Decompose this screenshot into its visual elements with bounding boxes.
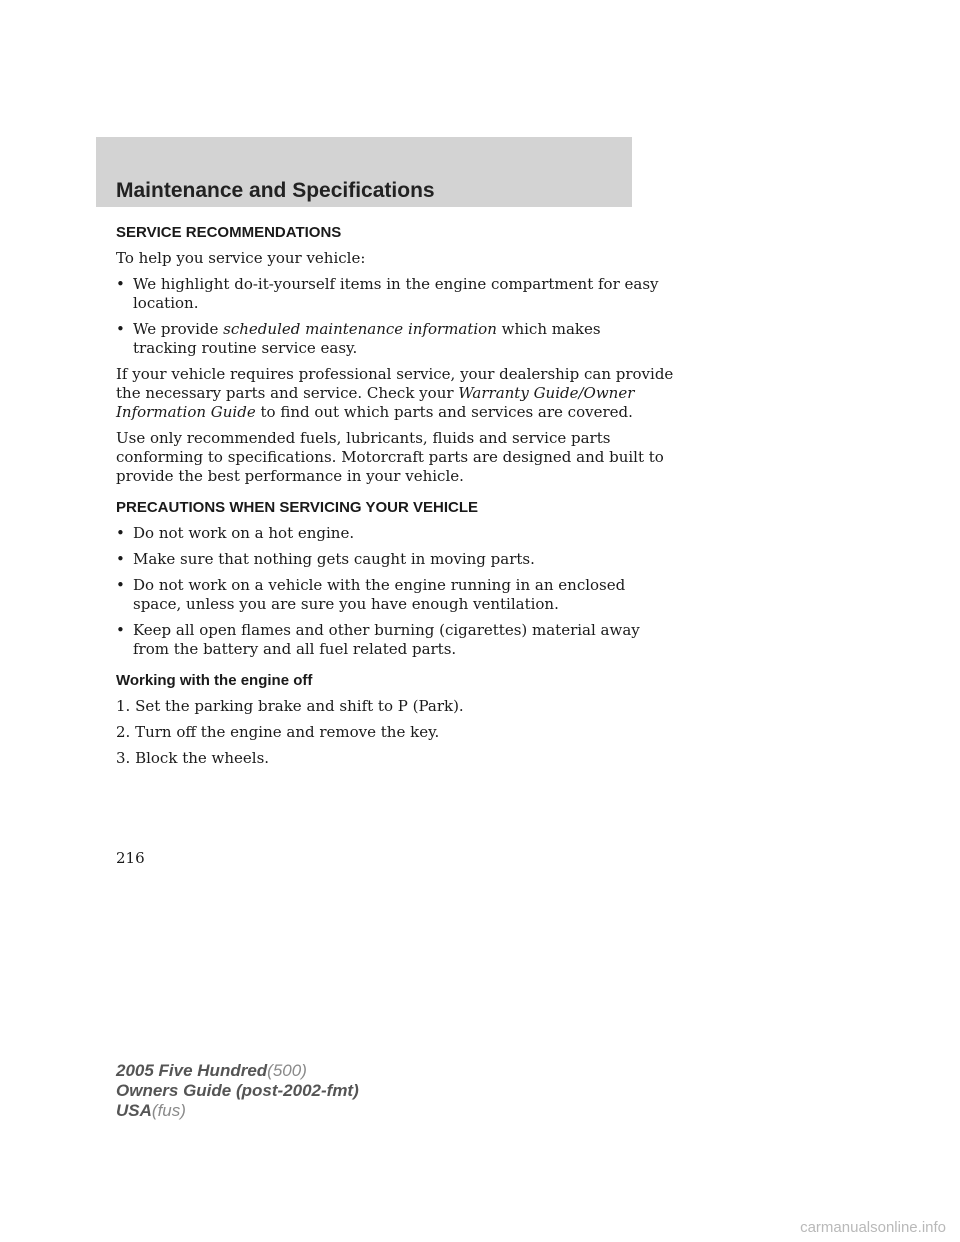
document-footer [116, 1061, 359, 1121]
page-number: 216 [116, 849, 145, 867]
bullet-text-cont: location. [133, 294, 199, 312]
service-paragraph-parts [116, 429, 664, 486]
bullet-text: We highlight do-it-yourself items in the engine compartment for easy [133, 275, 659, 293]
bullet-icon: • [116, 576, 125, 594]
section-heading-engine-off: Working with the engine off [116, 672, 313, 689]
list-item [116, 320, 636, 358]
bullet-icon: • [116, 320, 125, 338]
page-title: Maintenance and Specifications [116, 179, 435, 202]
list-item [116, 524, 636, 543]
bullet-text: We provide [133, 320, 224, 338]
bullet-text: Make sure that nothing gets caught in moving parts. [133, 550, 535, 568]
precautions-bullet-list [116, 524, 640, 659]
step-item: 1. Set the parking brake and shift to P (Park). [116, 697, 464, 715]
list-item [116, 576, 636, 614]
bullet-text-cont: space, unless you are sure you have enough ventilation. [133, 595, 559, 613]
paragraph-line: conforming to specifications. Motorcraft parts are designed and built to [116, 448, 664, 466]
header-band [96, 137, 632, 207]
emphasis-text: scheduled maintenance information [223, 320, 497, 338]
bullet-text: Keep all open flames and other burning (cigarettes) material away [133, 621, 640, 639]
bullet-text-cont: from the battery and all fuel related parts. [133, 640, 457, 658]
emphasis-text: Warranty Guide/Owner [458, 384, 635, 402]
emphasis-text: Information Guide [116, 403, 256, 421]
bullet-text: which makes [496, 320, 601, 338]
watermark-text: carmanualsonline.info [800, 1219, 946, 1236]
section-heading-precautions: PRECAUTIONS WHEN SERVICING YOUR VEHICLE [116, 499, 478, 516]
footer-model: 2005 Five Hundred [116, 1061, 268, 1080]
bullet-text: Do not work on a hot engine. [133, 524, 355, 542]
list-item [116, 275, 659, 313]
step-item: 2. Turn off the engine and remove the key. [116, 723, 440, 741]
list-item [116, 621, 640, 659]
service-paragraph-dealership [116, 365, 674, 422]
bullet-icon: • [116, 524, 125, 542]
bullet-text: Do not work on a vehicle with the engine running in an enclosed [133, 576, 626, 594]
bullet-icon: • [116, 621, 125, 639]
list-item [116, 550, 636, 569]
footer-region-code: (fus) [151, 1101, 186, 1120]
page-content [116, 223, 674, 775]
footer-model-code: (500) [267, 1061, 307, 1080]
section-heading-service: SERVICE RECOMMENDATIONS [116, 224, 342, 241]
footer-region: USA [116, 1101, 152, 1120]
step-item: 3. Block the wheels. [116, 749, 270, 767]
bullet-icon: • [116, 275, 125, 293]
paragraph-line: Use only recommended fuels, lubricants, fluids and service parts [116, 429, 611, 447]
footer-guide: Owners Guide (post-2002-fmt) [116, 1081, 359, 1100]
paragraph-line: provide the best performance in your vehicle. [116, 467, 464, 485]
paragraph-line: to find out which parts and services are covered. [255, 403, 633, 421]
service-bullet-list [116, 275, 659, 358]
paragraph-line: the necessary parts and service. Check your [116, 384, 459, 402]
service-intro: To help you service your vehicle: [116, 249, 366, 267]
bullet-icon: • [116, 550, 125, 568]
paragraph-line: If your vehicle requires professional service, your dealership can provide [116, 365, 674, 383]
bullet-text-cont: tracking routine service easy. [133, 339, 358, 357]
